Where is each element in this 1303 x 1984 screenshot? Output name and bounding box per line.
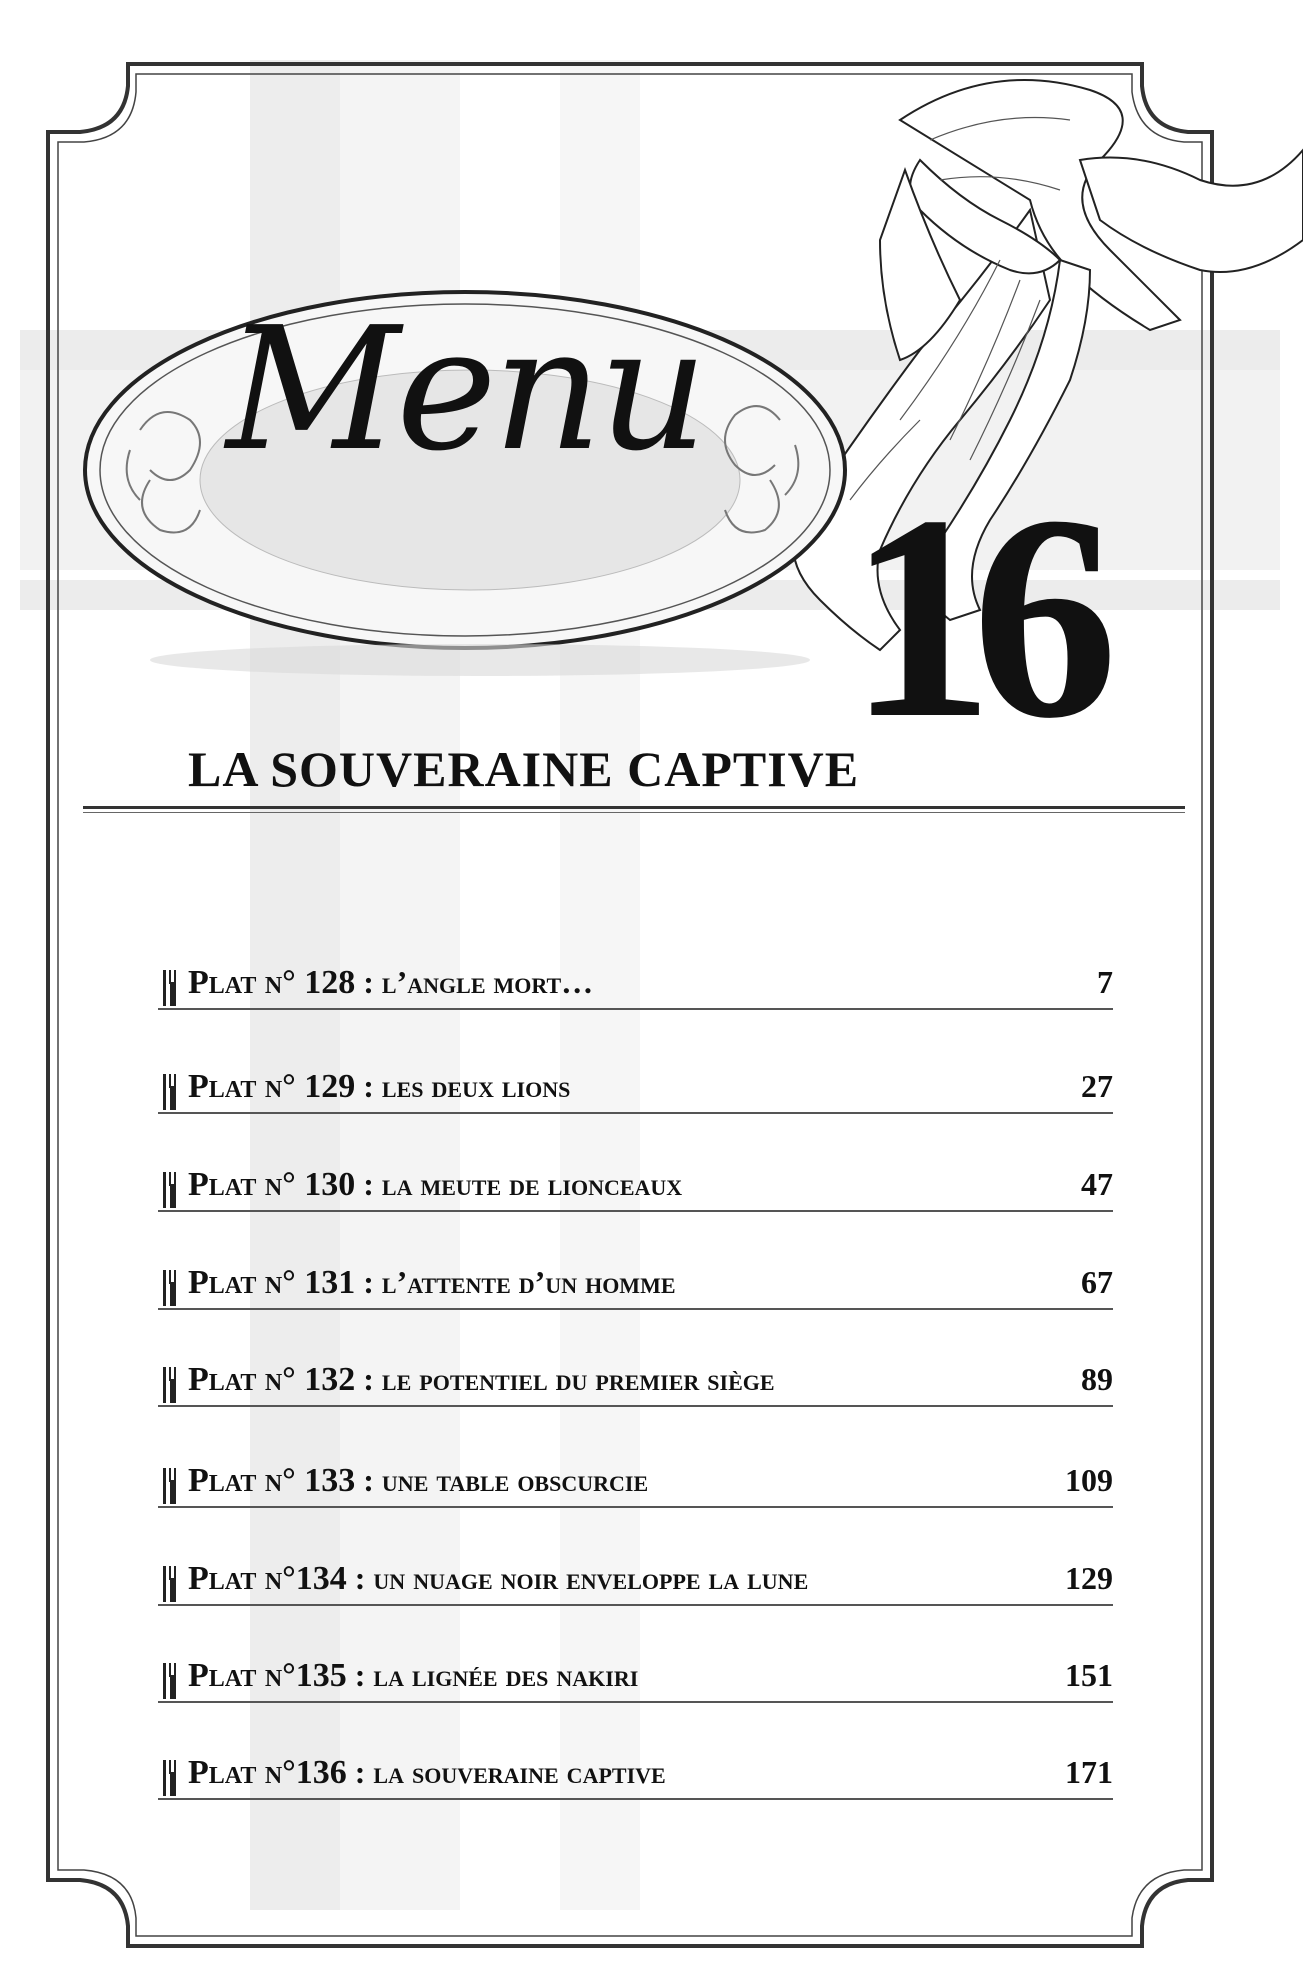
toc-entry-label: Plat n° 133 : une table obscurcie (188, 1462, 649, 1499)
toc-entry (158, 1556, 1113, 1606)
chapter-title: les deux lions (381, 1068, 571, 1104)
chapter-title: un nuage noir enveloppe la lune (373, 1560, 809, 1596)
entry-rule (158, 1604, 1113, 1606)
page-number: 109 (1065, 1462, 1113, 1498)
entry-rule (158, 1798, 1113, 1800)
chapter-title: la lignée des nakiri (373, 1657, 639, 1693)
toc-entry (158, 960, 1113, 1010)
toc-entry-label: Plat n° 131 : l’attente d’un homme (188, 1264, 676, 1301)
chapter-title: le potentiel du premier siège (381, 1361, 775, 1397)
toc-entry (158, 1458, 1113, 1508)
title-divider (83, 806, 1185, 813)
entry-rule (158, 1308, 1113, 1310)
toc-entry (158, 1653, 1113, 1703)
toc-entry-label: Plat n° 128 : l’angle mort… (188, 964, 594, 1001)
toc-entry (158, 1064, 1113, 1114)
page-number: 47 (1081, 1166, 1113, 1202)
chapter-number: Plat n° 131 (188, 1264, 356, 1301)
page-number: 89 (1081, 1361, 1113, 1397)
chapter-number: Plat n°134 (188, 1560, 347, 1597)
entry-rule (158, 1506, 1113, 1508)
entry-rule (158, 1701, 1113, 1703)
volume-title: LA SOUVERAINE CAPTIVE (188, 741, 860, 797)
menu-heading: Menu (226, 291, 704, 489)
fork-knife-icon (160, 1072, 182, 1112)
page-number: 67 (1081, 1264, 1113, 1300)
fork-knife-icon (160, 1758, 182, 1798)
entry-rule (158, 1405, 1113, 1407)
page-number: 171 (1065, 1754, 1113, 1790)
toc-entry (158, 1357, 1113, 1407)
chapter-title: l’attente d’un homme (381, 1264, 676, 1300)
toc-entry-label: Plat n° 130 : la meute de lionceaux (188, 1166, 683, 1203)
chapter-number: Plat n° 128 (188, 964, 356, 1001)
toc-entry-label: Plat n°135 : la lignée des nakiri (188, 1657, 639, 1694)
chapter-title: la meute de lionceaux (381, 1166, 683, 1202)
entry-rule (158, 1112, 1113, 1114)
page-number: 129 (1065, 1560, 1113, 1596)
chapter-number: Plat n°136 (188, 1754, 347, 1791)
chapter-number: Plat n° 132 (188, 1361, 356, 1398)
fork-knife-icon (160, 968, 182, 1008)
page-number: 27 (1081, 1068, 1113, 1104)
entry-rule (158, 1210, 1113, 1212)
chapter-title: l’angle mort… (381, 964, 594, 1000)
toc-entry (158, 1260, 1113, 1310)
fork-knife-icon (160, 1466, 182, 1506)
volume-number: 16 (848, 456, 1096, 779)
chapter-number: Plat n° 133 (188, 1462, 356, 1499)
toc-entry-label: Plat n°136 : la souveraine captive (188, 1754, 666, 1791)
toc-entry-label: Plat n° 132 : le potentiel du premier siège (188, 1361, 775, 1398)
toc-entry-label: Plat n° 129 : les deux lions (188, 1068, 571, 1105)
fork-knife-icon (160, 1661, 182, 1701)
toc-entry-label: Plat n°134 : un nuage noir enveloppe la lune (188, 1560, 809, 1597)
chapter-title: la souveraine captive (373, 1754, 666, 1790)
chapter-title: une table obscurcie (381, 1462, 649, 1498)
toc-entry (158, 1750, 1113, 1800)
fork-knife-icon (160, 1170, 182, 1210)
page-number: 7 (1097, 964, 1113, 1000)
chapter-number: Plat n° 129 (188, 1068, 356, 1105)
fork-knife-icon (160, 1564, 182, 1604)
page-number: 151 (1065, 1657, 1113, 1693)
chapter-number: Plat n°135 (188, 1657, 347, 1694)
fork-knife-icon (160, 1365, 182, 1405)
entry-rule (158, 1008, 1113, 1010)
fork-knife-icon (160, 1268, 182, 1308)
toc-entry (158, 1162, 1113, 1212)
chapter-number: Plat n° 130 (188, 1166, 356, 1203)
